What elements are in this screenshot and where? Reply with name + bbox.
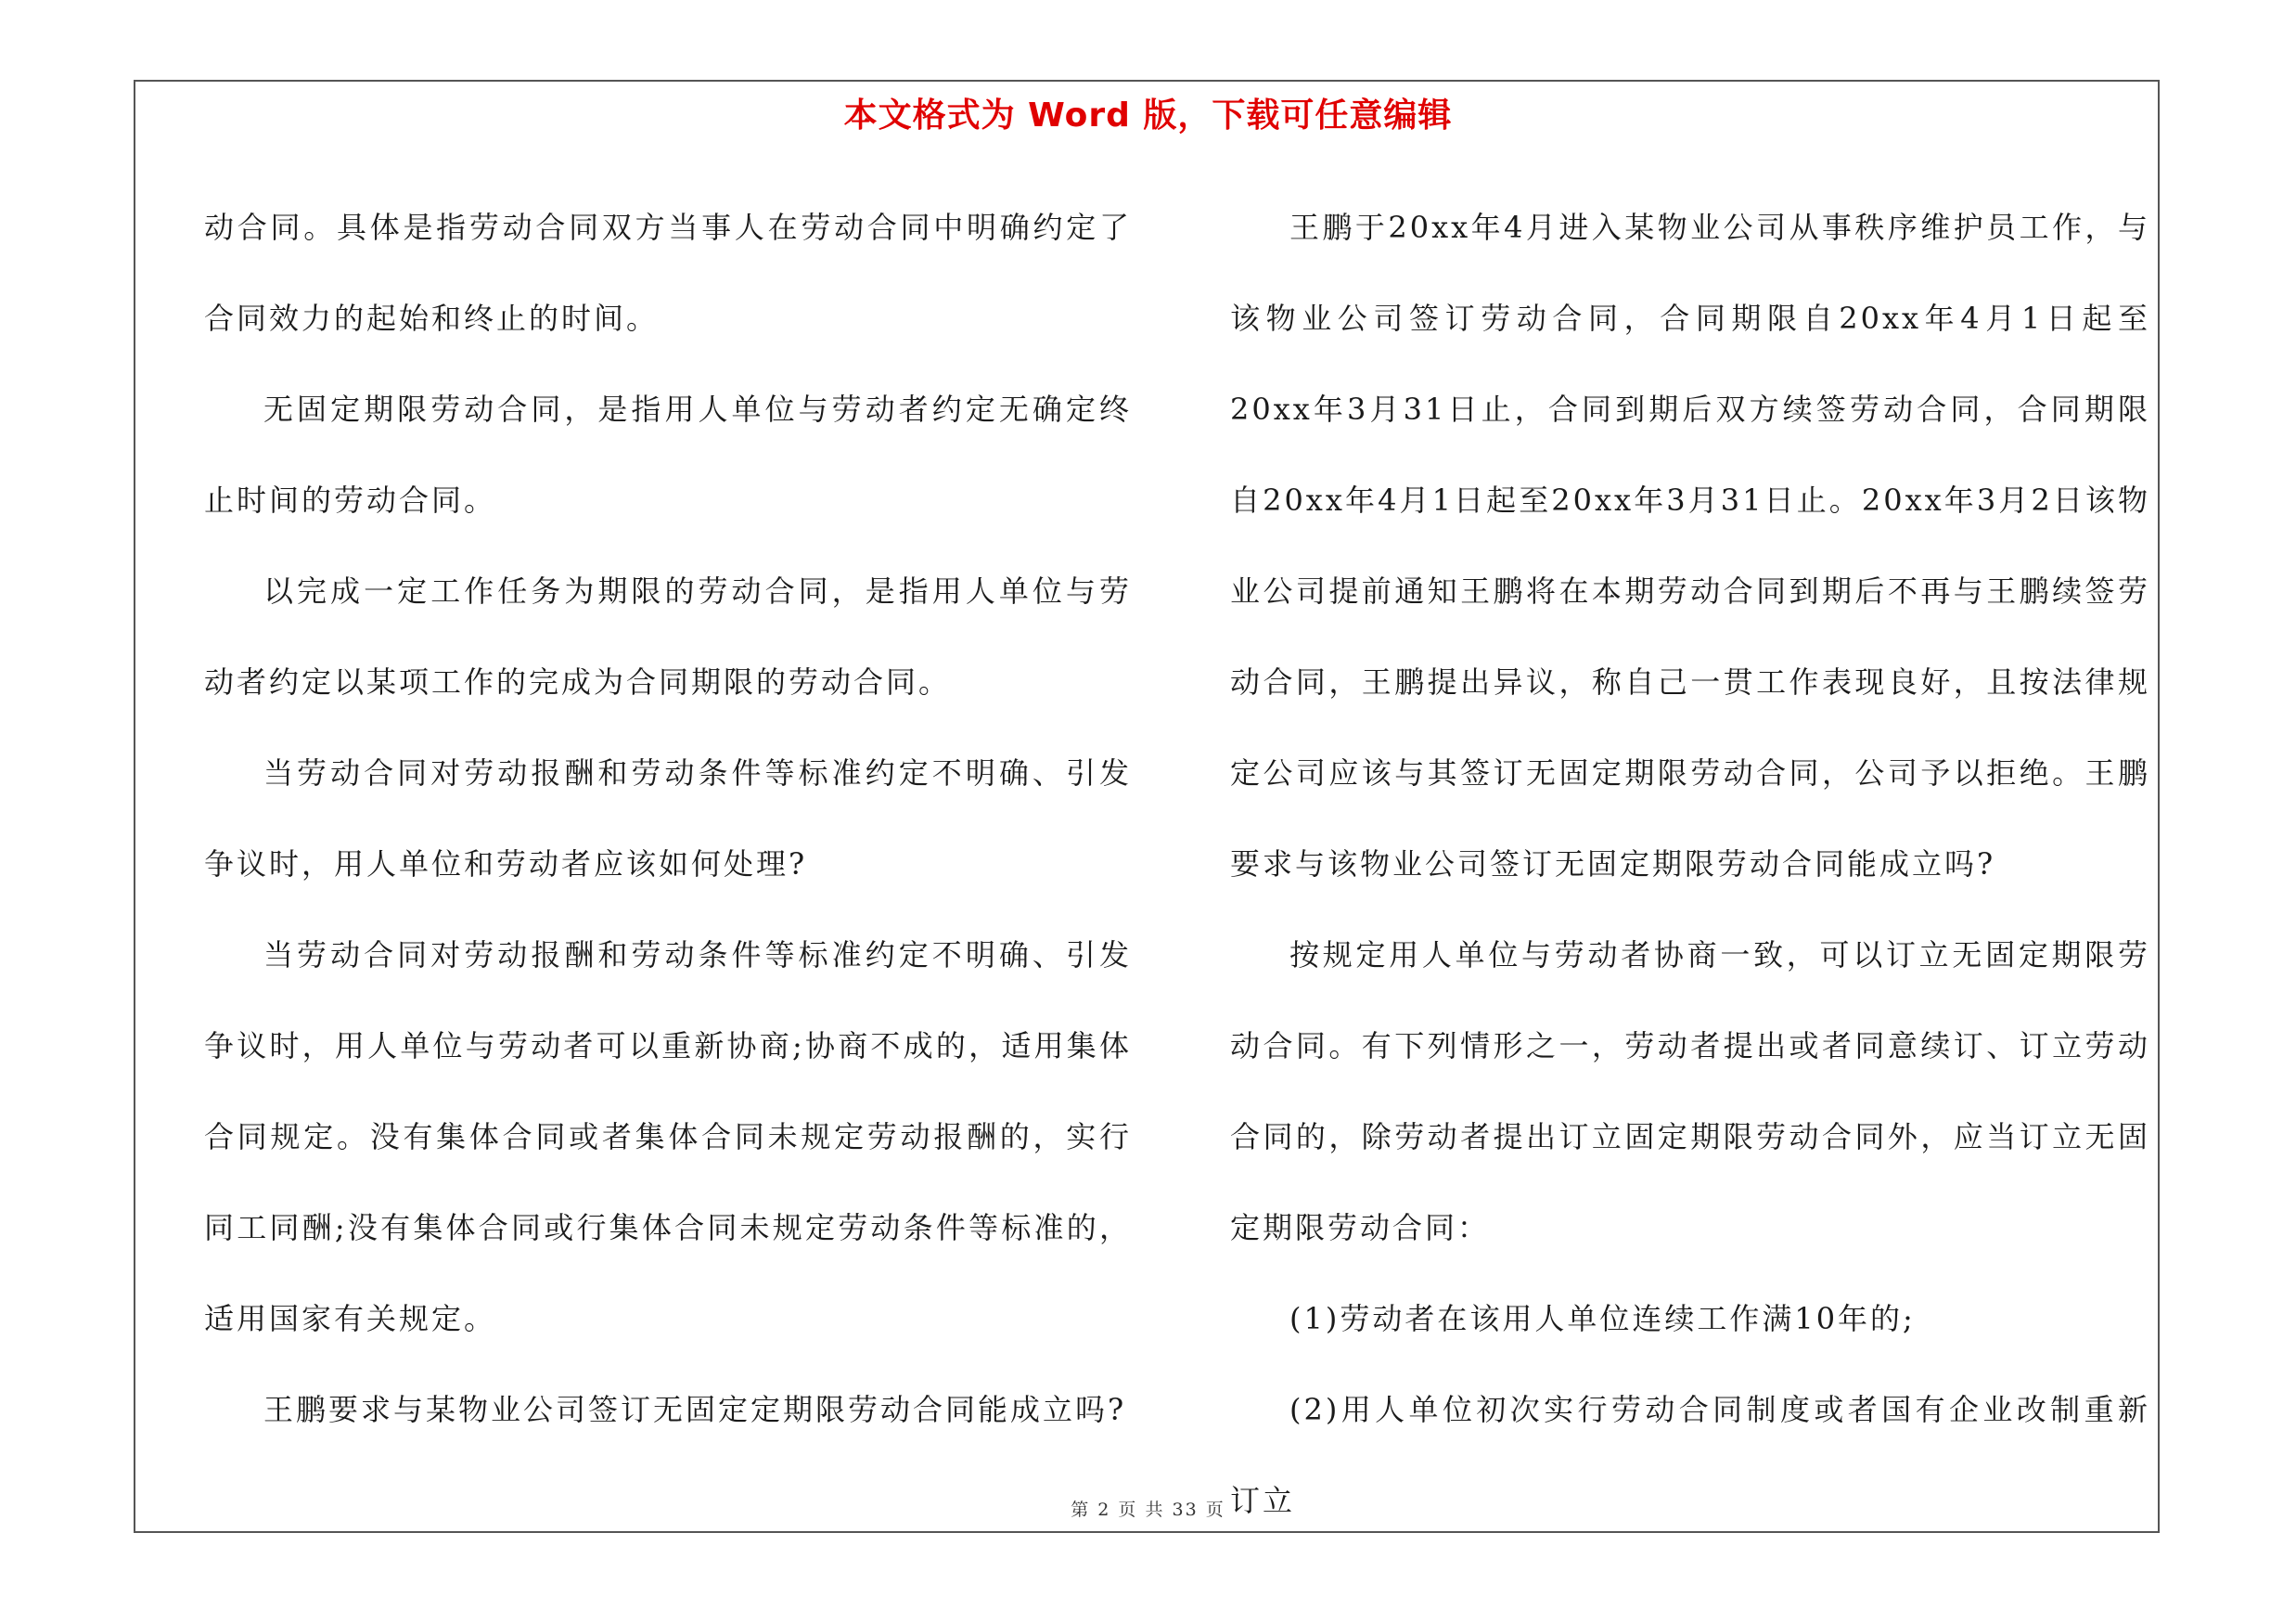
paragraph: 无固定期限劳动合同，是指用人单位与劳动者约定无确定终止时间的劳动合同。 <box>204 392 1132 518</box>
paragraph: 动合同。具体是指劳动合同双方当事人在劳动合同中明确约定了合同效力的起始和终止的时间。 <box>204 210 1132 336</box>
paragraph: 以完成一定工作任务为期限的劳动合同，是指用人单位与劳动者约定以某项工作的完成为合同期限的劳动合同。 <box>204 573 1132 700</box>
word-format-banner: 本文格式为 Word 版，下载可任意编辑 <box>843 97 1453 135</box>
paragraph: 当劳动合同对劳动报酬和劳动条件等标准约定不明确、引发争议时，用人单位与劳动者可以重新协商;协商不成的，适用集体合同规定。没有集体合同或者集体合同未规定劳动报酬的，实行同工同酬;没有集体合同或行集体合同未规定劳动条件等标准的，适用国家有关规定。 <box>204 937 1132 1336</box>
paragraph: 王鹏于20xx年4月进入某物业公司从事秩序维护员工作，与该物业公司签订劳动合同，合同期限自20xx年4月1日起至20xx年3月31日止，合同到期后双方续签劳动合同，合同期限自20xx年4月1日起至20xx年3月31日止。20xx年3月2日该物业公司提前通知王鹏将在本期劳动合同到期后不再与王鹏续签劳动合同，王鹏提出异议，称自己一贯工作表现良好，且按法律规定公司应该与其签订无固定期限劳动合同，公司予以拒绝。王鹏要求与该物业公司签订无固定期限劳动合同能成立吗? <box>1230 210 2150 882</box>
paragraph: (1)劳动者在该用人单位连续工作满10年的; <box>1289 1301 1916 1336</box>
paragraph: 按规定用人单位与劳动者协商一致，可以订立无固定期限劳动合同。有下列情形之一，劳动者提出或者同意续订、订立劳动合同的，除劳动者提出订立固定期限劳动合同外，应当订立无固定期限劳动合同： <box>1230 937 2150 1245</box>
paragraph: 王鹏要求与某物业公司签订无固定定期限劳动合同能成立吗? <box>263 1392 1127 1427</box>
paragraph: (2)用人单位初次实行劳动合同制度或者国有企业改制重新订立 <box>1230 1392 2150 1518</box>
left-column <box>204 182 1132 1455</box>
paragraph: 当劳动合同对劳动报酬和劳动条件等标准约定不明确、引发争议时，用人单位和劳动者应该如何处理? <box>204 755 1132 882</box>
right-column <box>1230 182 2150 1546</box>
page-number: 第 2 页 共 33 页 <box>1071 1500 1225 1520</box>
